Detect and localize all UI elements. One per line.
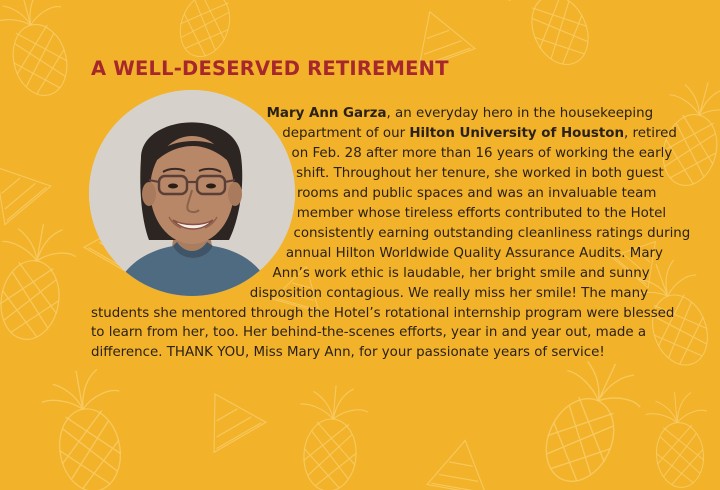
article-body <box>91 104 691 363</box>
article-title: A WELL-DESERVED RETIREMENT <box>91 57 449 80</box>
subject-name: Mary Ann Garza <box>266 106 387 121</box>
hotel-name: Hilton University of Houston <box>409 125 625 141</box>
article-body-text: , retired on Feb. 28 after more than 16 years of working the early shift. Throughout her tenure, she worked in both guest rooms and public spaces and was an invaluable team member whose tireless efforts contributed to the Hotel consistently earning outstanding cleanliness ratings during annual Hilton Worldwide Quality Assurance Audits. Mary Ann’s work ethic is laudable, her bright smile and sunny disposition contagious. We really miss her smile! The many students she mentored through the Hotel’s rotational internship program were blessed to learn from her, too. Her behind-the-scenes efforts, year in and year out, made a difference. THANK YOU, Miss Mary Ann, for your passionate years of service! <box>91 125 691 361</box>
article-intro: , an everyday hero in the housekeeping department of our <box>282 106 654 141</box>
